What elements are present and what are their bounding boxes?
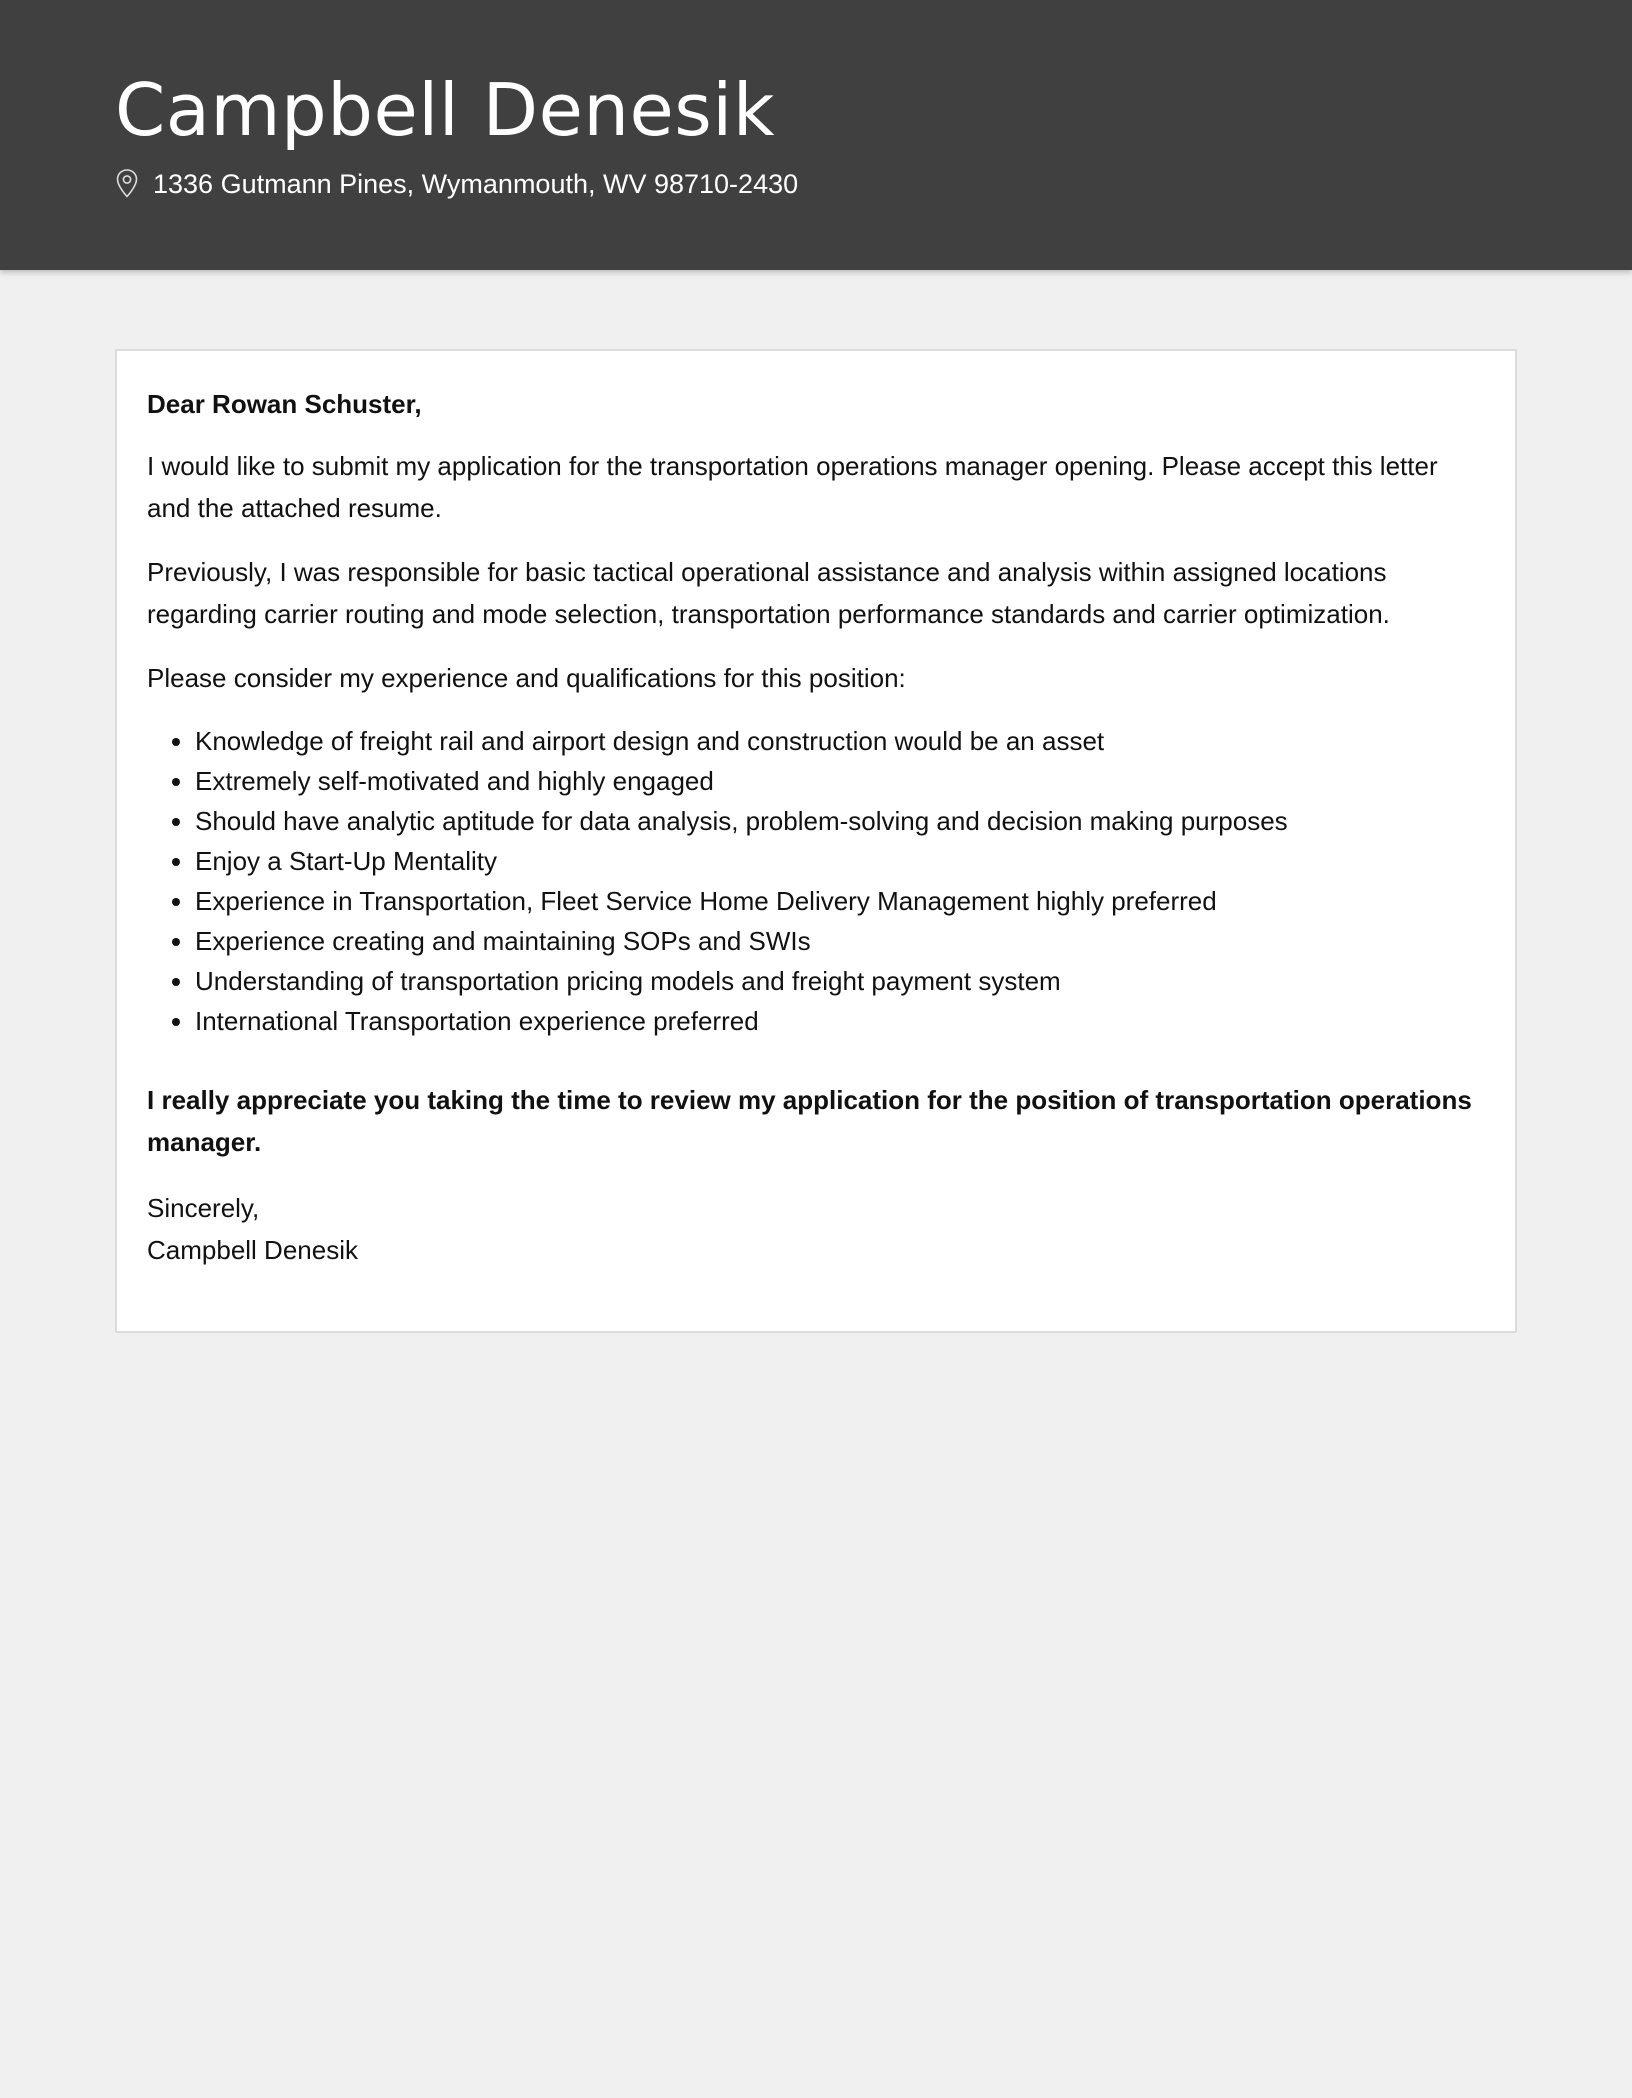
page-header <box>0 0 1632 270</box>
list-item: • International Transportation experience preferred <box>195 1001 1485 1041</box>
signature: Campbell Denesik <box>147 1235 358 1265</box>
experience-paragraph: Previously, I was responsible for basic tactical operational assistance and analysis within assigned locations regarding carrier routing and mode selection, transportation performance standards and carrier optimization. <box>147 557 1390 629</box>
list-item: • Experience creating and maintaining SOPs and SWIs <box>195 921 1485 961</box>
list-item: • Enjoy a Start-Up Mentality <box>195 841 1485 881</box>
applicant-address: 1336 Gutmann Pines, Wymanmouth, WV 98710-2430 <box>153 168 799 199</box>
list-item: • Extremely self-motivated and highly engaged <box>195 761 1485 801</box>
list-item: • Understanding of transportation pricing models and freight payment system <box>195 961 1485 1001</box>
salutation: Dear Rowan Schuster, <box>147 389 422 419</box>
qualifications-list <box>147 721 1485 1041</box>
list-item: • Should have analytic aptitude for data analysis, problem-solving and decision making purposes <box>195 801 1485 841</box>
closing-paragraph: I really appreciate you taking the time to review my application for the position of transportation operations manager. <box>147 1085 1472 1157</box>
letter-card <box>115 349 1517 1333</box>
list-item: • Knowledge of freight rail and airport design and construction would be an asset <box>195 721 1485 761</box>
address-row <box>115 164 798 204</box>
list-item: • Experience in Transportation, Fleet Service Home Delivery Management highly preferred <box>195 881 1485 921</box>
signoff: Sincerely, <box>147 1193 260 1223</box>
applicant-name: Campbell Denesik <box>115 68 776 152</box>
intro-paragraph: I would like to submit my application for the transportation operations manager opening. Please accept this letter and the attached resume. <box>147 451 1438 523</box>
map-pin-icon <box>115 168 139 200</box>
qualifications-intro: Please consider my experience and qualifications for this position: <box>147 663 906 693</box>
